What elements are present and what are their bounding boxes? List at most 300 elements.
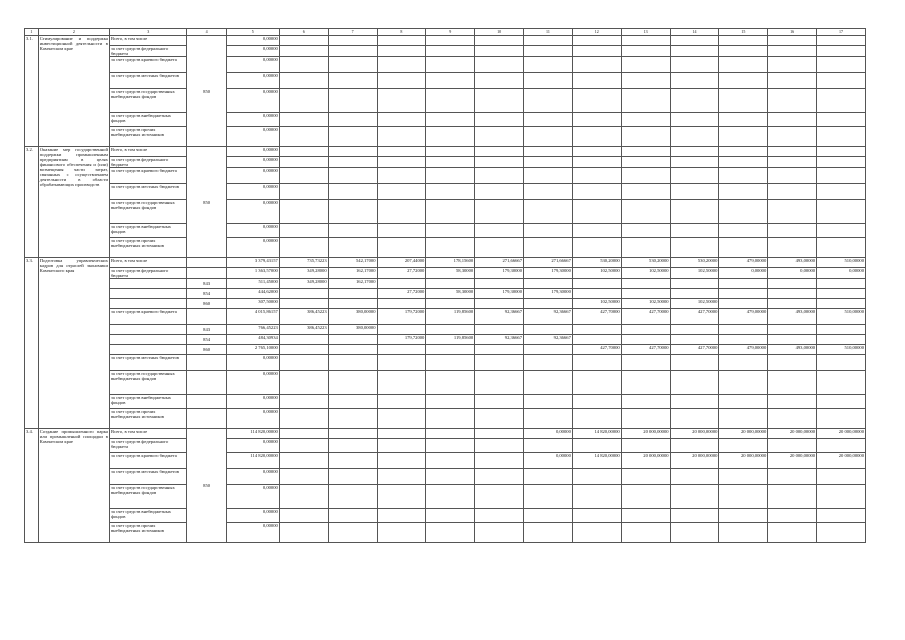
year-value: [377, 509, 426, 523]
year-value: [377, 299, 426, 309]
year-value: [817, 184, 866, 200]
year-value: 530,20000: [621, 258, 670, 268]
year-value: [768, 168, 817, 184]
total-value: 0,00000: [226, 73, 279, 89]
year-value: [279, 200, 328, 224]
year-value: [670, 509, 719, 523]
year-value: [426, 299, 475, 309]
total-value: 0,00000: [226, 46, 279, 57]
year-value: 20 000,00000: [817, 453, 866, 469]
year-value: [768, 224, 817, 238]
year-value: [475, 168, 524, 184]
year-value: 179,30000: [475, 268, 524, 279]
year-value: [572, 395, 621, 409]
funding-source: за счет средств местных бюджетов: [109, 355, 187, 371]
year-value: [426, 200, 475, 224]
year-value: [621, 509, 670, 523]
total-value: 0,00000: [226, 57, 279, 73]
year-value: [670, 200, 719, 224]
year-value: [817, 73, 866, 89]
funding-source: Всего, в том числе: [109, 258, 187, 268]
year-value: [670, 485, 719, 509]
year-value: [817, 57, 866, 73]
year-value: [328, 371, 377, 395]
year-value: [621, 200, 670, 224]
year-value: [572, 325, 621, 335]
item-number: 3.4.: [25, 429, 39, 543]
year-value: 102,50000: [572, 299, 621, 309]
year-value: 530,20000: [572, 258, 621, 268]
year-value: [426, 395, 475, 409]
year-value: [719, 113, 768, 127]
total-value: 0,00000: [226, 409, 279, 429]
year-value: [279, 73, 328, 89]
year-value: [524, 325, 573, 335]
year-value: [817, 200, 866, 224]
year-value: [426, 523, 475, 543]
year-value: 162,17000: [328, 268, 377, 279]
year-value: [621, 335, 670, 345]
year-value: [377, 439, 426, 453]
year-value: [719, 289, 768, 299]
year-value: 27,72000: [377, 268, 426, 279]
year-value: 92,36667: [475, 309, 524, 325]
funding-source: [109, 279, 187, 289]
year-value: [524, 509, 573, 523]
year-value: 0,00000: [524, 453, 573, 469]
year-value: [328, 485, 377, 509]
year-value: [621, 439, 670, 453]
column-header: 12: [572, 29, 621, 36]
year-value: [426, 485, 475, 509]
year-value: [719, 509, 768, 523]
year-value: [328, 238, 377, 258]
year-value: [377, 345, 426, 355]
year-value: 1 363,57000: [226, 268, 279, 279]
item-number: 3.1.: [25, 36, 39, 147]
year-value: [328, 168, 377, 184]
year-value: [768, 36, 817, 46]
year-value: 20 000,00000: [670, 453, 719, 469]
table-row: [25, 325, 866, 335]
year-value: [524, 184, 573, 200]
year-value: [475, 73, 524, 89]
total-value: 0,00000: [226, 224, 279, 238]
year-value: [670, 355, 719, 371]
table-row: [25, 113, 866, 127]
year-value: [719, 200, 768, 224]
total-value: 0,00000: [226, 36, 279, 46]
year-value: 427,70000: [621, 345, 670, 355]
year-value: [377, 89, 426, 113]
year-value: [719, 409, 768, 429]
year-value: [328, 113, 377, 127]
year-value: [768, 127, 817, 147]
year-value: [670, 335, 719, 345]
year-value: [377, 325, 426, 335]
year-value: [524, 73, 573, 89]
year-value: [817, 409, 866, 429]
year-value: [377, 184, 426, 200]
year-value: [475, 127, 524, 147]
year-value: 2 765,10000: [226, 345, 279, 355]
table-row: [25, 523, 866, 543]
year-value: [524, 200, 573, 224]
year-value: [621, 523, 670, 543]
year-value: 58,30000: [426, 289, 475, 299]
year-value: [670, 157, 719, 168]
year-value: [426, 157, 475, 168]
year-value: [377, 395, 426, 409]
year-value: [572, 184, 621, 200]
year-value: [475, 200, 524, 224]
year-value: [377, 355, 426, 371]
table-row: [25, 200, 866, 224]
funding-source: Всего, в том числе: [109, 147, 187, 157]
funding-source: за счет средств местных бюджетов: [109, 73, 187, 89]
year-value: [768, 57, 817, 73]
year-value: [426, 439, 475, 453]
year-value: [817, 289, 866, 299]
year-value: [817, 523, 866, 543]
year-value: [719, 238, 768, 258]
table-row: [25, 355, 866, 371]
table-row: [25, 409, 866, 429]
year-value: [328, 345, 377, 355]
year-value: [377, 409, 426, 429]
table-row: [25, 157, 866, 168]
year-value: [572, 523, 621, 543]
year-value: [621, 147, 670, 157]
year-value: [768, 73, 817, 89]
year-value: [279, 224, 328, 238]
year-value: [670, 113, 719, 127]
year-value: [621, 469, 670, 485]
table-row: [25, 469, 866, 485]
year-value: [572, 157, 621, 168]
year-value: [719, 147, 768, 157]
year-value: [377, 113, 426, 127]
year-value: 102,50000: [621, 268, 670, 279]
year-value: [572, 469, 621, 485]
year-value: 20 000,00000: [621, 429, 670, 439]
year-value: [719, 355, 768, 371]
year-value: [475, 395, 524, 409]
column-header: 13: [621, 29, 670, 36]
year-value: [328, 184, 377, 200]
year-value: [621, 89, 670, 113]
year-value: [572, 509, 621, 523]
year-value: [817, 127, 866, 147]
year-value: 493,00000: [768, 345, 817, 355]
year-value: [572, 57, 621, 73]
year-value: [719, 523, 768, 543]
year-value: [817, 157, 866, 168]
year-value: 0,00000: [226, 485, 279, 509]
year-value: [279, 238, 328, 258]
funding-source: за счет средств государственных внебюджетных фондов: [109, 89, 187, 113]
year-value: 0,00000: [226, 439, 279, 453]
table-row: [25, 335, 866, 345]
year-value: [475, 46, 524, 57]
year-value: 0,00000: [768, 268, 817, 279]
year-value: [572, 127, 621, 147]
year-value: [524, 127, 573, 147]
year-value: 444,62000: [226, 289, 279, 299]
year-value: [328, 289, 377, 299]
year-value: [524, 57, 573, 73]
table-row: [25, 258, 866, 268]
year-value: [279, 335, 328, 345]
year-value: [475, 113, 524, 127]
year-value: 479,00000: [719, 345, 768, 355]
year-value: [621, 157, 670, 168]
year-value: [524, 409, 573, 429]
year-value: 479,00000: [719, 258, 768, 268]
budget-code: [187, 258, 226, 268]
year-value: [719, 279, 768, 289]
year-value: [719, 485, 768, 509]
year-value: [524, 345, 573, 355]
year-value: [572, 113, 621, 127]
year-value: [719, 371, 768, 395]
year-value: [768, 325, 817, 335]
column-header: 15: [719, 29, 768, 36]
item-name: Оказание мер государственной поддержки промышленным предприятиям в целях финансового обеспечения и (или) возмещения части затрат, связанных с осуществлением деятельности в области обрабатывающих производств: [38, 147, 109, 258]
table-row: [25, 36, 866, 46]
table-row: [25, 127, 866, 147]
year-value: [572, 439, 621, 453]
year-value: [817, 439, 866, 453]
year-value: [328, 355, 377, 371]
year-value: [768, 238, 817, 258]
year-value: 92,36667: [475, 335, 524, 345]
year-value: [328, 409, 377, 429]
year-value: 20 000,00000: [670, 429, 719, 439]
year-value: 179,30000: [475, 289, 524, 299]
year-value: 0,00000: [226, 509, 279, 523]
year-value: [572, 200, 621, 224]
year-value: [621, 224, 670, 238]
year-value: 92,36667: [524, 335, 573, 345]
year-value: [524, 168, 573, 184]
year-value: 271,66667: [524, 258, 573, 268]
year-value: [524, 224, 573, 238]
year-value: [426, 429, 475, 439]
year-value: [621, 395, 670, 409]
year-value: [719, 325, 768, 335]
year-value: [719, 395, 768, 409]
year-value: [426, 184, 475, 200]
total-value: 0,00000: [226, 147, 279, 157]
year-value: [475, 224, 524, 238]
year-value: [524, 523, 573, 543]
year-value: [426, 127, 475, 147]
year-value: 20 000,00000: [768, 429, 817, 439]
year-value: 349,28000: [279, 268, 328, 279]
budget-code: 850: [187, 36, 226, 147]
column-header: 10: [475, 29, 524, 36]
year-value: 510,00000: [817, 258, 866, 268]
total-value: 0,00000: [226, 113, 279, 127]
year-value: [572, 147, 621, 157]
year-value: 92,36667: [524, 309, 573, 325]
year-value: [670, 57, 719, 73]
year-value: [572, 409, 621, 429]
table-row: [25, 73, 866, 89]
year-value: 510,00000: [817, 345, 866, 355]
year-value: 427,70000: [572, 345, 621, 355]
year-value: 427,70000: [572, 309, 621, 325]
year-value: [328, 157, 377, 168]
year-value: 20 000,00000: [768, 453, 817, 469]
item-name: Стимулирование и поддержка инвестиционной деятельности в Камчатском крае: [38, 36, 109, 147]
year-value: [524, 395, 573, 409]
year-value: [572, 355, 621, 371]
year-value: [572, 279, 621, 289]
year-value: 0,00000: [719, 268, 768, 279]
year-value: [572, 485, 621, 509]
year-value: [768, 113, 817, 127]
year-value: [328, 429, 377, 439]
year-value: [719, 46, 768, 57]
funding-source: [109, 299, 187, 309]
year-value: [377, 157, 426, 168]
funding-source: за счет средств внебюджетных фондов: [109, 395, 187, 409]
year-value: 530,20000: [670, 258, 719, 268]
year-value: [572, 89, 621, 113]
year-value: [768, 409, 817, 429]
year-value: 0,00000: [817, 268, 866, 279]
year-value: [426, 453, 475, 469]
year-value: [279, 429, 328, 439]
table-row: [25, 299, 866, 309]
year-value: [719, 73, 768, 89]
year-value: [377, 371, 426, 395]
year-value: [768, 395, 817, 409]
year-value: [328, 147, 377, 157]
year-value: [377, 238, 426, 258]
year-value: [621, 325, 670, 335]
column-header: 17: [817, 29, 866, 36]
column-header: 9: [426, 29, 475, 36]
year-value: 766,45223: [226, 325, 279, 335]
year-value: 349,28000: [279, 279, 328, 289]
funding-source: за счет средств внебюджетных фондов: [109, 224, 187, 238]
year-value: [817, 509, 866, 523]
year-value: [621, 184, 670, 200]
year-value: [377, 453, 426, 469]
year-value: [524, 113, 573, 127]
table-row: [25, 268, 866, 279]
column-header: 2: [38, 29, 109, 36]
year-value: [377, 485, 426, 509]
column-header: 14: [670, 29, 719, 36]
budget-table-body: [25, 29, 866, 543]
funding-source: за счет средств прочих внебюджетных источников: [109, 523, 187, 543]
year-value: [768, 200, 817, 224]
year-value: [328, 509, 377, 523]
year-value: 735,73223: [279, 258, 328, 268]
year-value: [279, 355, 328, 371]
year-value: 0,00000: [226, 469, 279, 485]
funding-source: за счет средств местных бюджетов: [109, 184, 187, 200]
budget-code: [187, 409, 226, 429]
year-value: [279, 409, 328, 429]
column-header: 16: [768, 29, 817, 36]
year-value: 542,17000: [328, 258, 377, 268]
year-value: 14 820,00000: [572, 429, 621, 439]
year-value: [279, 439, 328, 453]
year-value: [475, 325, 524, 335]
year-value: [670, 289, 719, 299]
year-value: [817, 238, 866, 258]
year-value: [377, 36, 426, 46]
table-row: [25, 439, 866, 453]
year-value: 58,30000: [426, 268, 475, 279]
year-value: [426, 168, 475, 184]
year-value: [572, 335, 621, 345]
year-value: [279, 147, 328, 157]
year-value: 479,00000: [719, 309, 768, 325]
year-value: [670, 89, 719, 113]
funding-source: [109, 345, 187, 355]
year-value: [768, 523, 817, 543]
year-value: [768, 439, 817, 453]
year-value: [328, 46, 377, 57]
budget-code: 843: [187, 279, 226, 289]
year-value: 20 000,00000: [719, 429, 768, 439]
year-value: [768, 299, 817, 309]
column-header: 1: [25, 29, 39, 36]
year-value: [670, 147, 719, 157]
year-value: [328, 127, 377, 147]
year-value: [279, 453, 328, 469]
year-value: 3 379,43157: [226, 258, 279, 268]
year-value: 380,00000: [328, 325, 377, 335]
year-value: [377, 127, 426, 147]
year-value: 102,50000: [670, 268, 719, 279]
year-value: [328, 57, 377, 73]
year-value: [328, 299, 377, 309]
budget-code: [187, 371, 226, 395]
table-row: [25, 309, 866, 325]
year-value: [621, 113, 670, 127]
year-value: [621, 371, 670, 395]
year-value: [475, 57, 524, 73]
column-header: 4: [187, 29, 226, 36]
budget-code: 850: [187, 147, 226, 258]
year-value: [670, 224, 719, 238]
table-row: [25, 89, 866, 113]
year-value: [719, 335, 768, 345]
item-name: Подготовка управленческих кадров для отраслей экономики Камчатского края: [38, 258, 109, 429]
year-value: [426, 224, 475, 238]
budget-code: 854: [187, 289, 226, 299]
funding-source: за счет средств федерального бюджета: [109, 268, 187, 279]
budget-code: [187, 268, 226, 279]
year-value: [328, 73, 377, 89]
year-value: [475, 89, 524, 113]
year-value: [719, 184, 768, 200]
year-value: 178,15600: [426, 258, 475, 268]
year-value: [328, 335, 377, 345]
year-value: [279, 89, 328, 113]
year-value: [524, 485, 573, 509]
year-value: [328, 224, 377, 238]
year-value: [377, 279, 426, 289]
year-value: [328, 469, 377, 485]
